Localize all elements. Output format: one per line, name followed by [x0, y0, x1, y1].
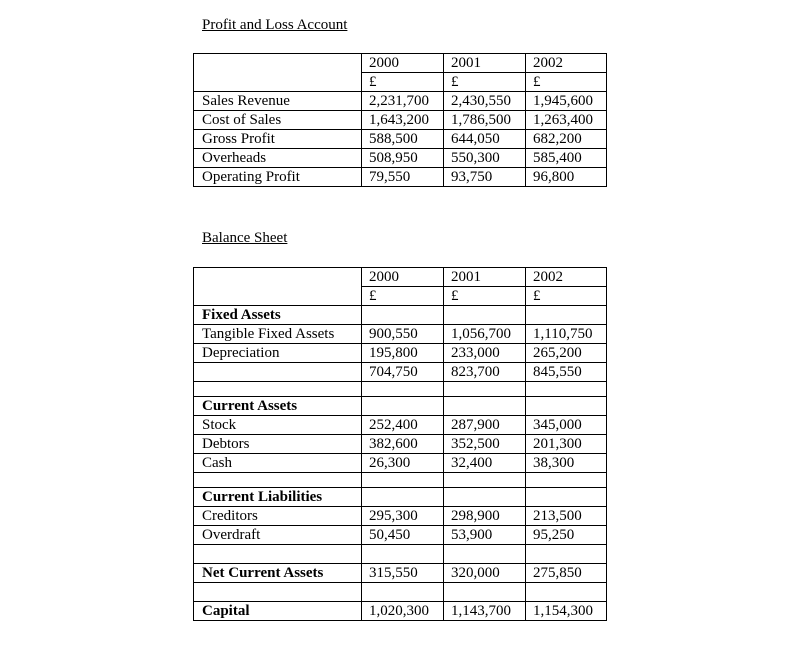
pl-value: 96,800 — [526, 168, 607, 187]
pl-row-overheads — [194, 149, 607, 168]
bs-value: 213,500 — [526, 507, 607, 526]
bs-year-2000: 2000 — [362, 268, 444, 287]
bs-spacer-row — [194, 545, 607, 564]
bs-value: 265,200 — [526, 344, 607, 363]
bs-label: Debtors — [194, 435, 362, 454]
pl-row-sales-revenue — [194, 92, 607, 111]
bs-spacer-row — [194, 382, 607, 397]
bs-section-fixed-assets — [194, 306, 607, 325]
bs-table — [193, 267, 607, 621]
bs-value: 298,900 — [444, 507, 526, 526]
pl-value: 1,643,200 — [362, 111, 444, 130]
bs-label: Creditors — [194, 507, 362, 526]
pl-year-2001: 2001 — [444, 54, 526, 73]
pl-value: 588,500 — [362, 130, 444, 149]
bs-section-current-assets — [194, 397, 607, 416]
pl-value: 682,200 — [526, 130, 607, 149]
pl-value: 550,300 — [444, 149, 526, 168]
bs-section-heading: Current Liabilities — [194, 488, 362, 507]
bs-value: 295,300 — [362, 507, 444, 526]
bs-row-depreciation — [194, 344, 607, 363]
bs-currency-2002: £ — [526, 287, 607, 306]
pl-year-2002: 2002 — [526, 54, 607, 73]
bs-label: Net Current Assets — [194, 564, 362, 583]
bs-value: 382,600 — [362, 435, 444, 454]
pl-value: 508,950 — [362, 149, 444, 168]
bs-year-2002: 2002 — [526, 268, 607, 287]
bs-year-2001: 2001 — [444, 268, 526, 287]
bs-currency-2001: £ — [444, 287, 526, 306]
bs-value: 823,700 — [444, 363, 526, 382]
bs-currency-2000: £ — [362, 287, 444, 306]
pl-value: 1,263,400 — [526, 111, 607, 130]
bs-section-current-liabilities — [194, 488, 607, 507]
bs-row-stock — [194, 416, 607, 435]
bs-value: 1,110,750 — [526, 325, 607, 344]
bs-value: 845,550 — [526, 363, 607, 382]
bs-value: 233,000 — [444, 344, 526, 363]
bs-value: 345,000 — [526, 416, 607, 435]
bs-corner-cell — [194, 268, 362, 306]
bs-label: Depreciation — [194, 344, 362, 363]
pl-row-gross-profit — [194, 130, 607, 149]
bs-row-net-fixed-assets — [194, 363, 607, 382]
pl-value: 2,231,700 — [362, 92, 444, 111]
pl-year-row — [194, 54, 607, 73]
bs-value: 315,550 — [362, 564, 444, 583]
bs-label: Overdraft — [194, 526, 362, 545]
bs-section-heading: Fixed Assets — [194, 306, 362, 325]
pl-value: 2,430,550 — [444, 92, 526, 111]
bs-value: 352,500 — [444, 435, 526, 454]
pl-value: 644,050 — [444, 130, 526, 149]
bs-value: 1,056,700 — [444, 325, 526, 344]
bs-row-capital — [194, 602, 607, 621]
bs-row-net-current-assets — [194, 564, 607, 583]
bs-value: 900,550 — [362, 325, 444, 344]
pl-value: 1,786,500 — [444, 111, 526, 130]
bs-row-tangible-fixed-assets — [194, 325, 607, 344]
pl-value: 585,400 — [526, 149, 607, 168]
bs-label: Cash — [194, 454, 362, 473]
bs-spacer-row — [194, 473, 607, 488]
bs-value: 287,900 — [444, 416, 526, 435]
pl-year-2000: 2000 — [362, 54, 444, 73]
bs-title: Balance Sheet — [202, 230, 288, 246]
bs-value: 201,300 — [526, 435, 607, 454]
pl-row-operating-profit — [194, 168, 607, 187]
pl-value: 93,750 — [444, 168, 526, 187]
pl-value: 1,945,600 — [526, 92, 607, 111]
bs-value: 704,750 — [362, 363, 444, 382]
bs-value: 275,850 — [526, 564, 607, 583]
pl-label: Sales Revenue — [194, 92, 362, 111]
pl-title: Profit and Loss Account — [202, 17, 348, 33]
bs-value: 1,020,300 — [362, 602, 444, 621]
pl-value: 79,550 — [362, 168, 444, 187]
bs-label: Capital — [194, 602, 362, 621]
bs-value: 38,300 — [526, 454, 607, 473]
bs-label: Tangible Fixed Assets — [194, 325, 362, 344]
pl-table — [193, 53, 607, 187]
pl-label: Cost of Sales — [194, 111, 362, 130]
bs-value: 1,143,700 — [444, 602, 526, 621]
bs-value: 252,400 — [362, 416, 444, 435]
bs-value: 53,900 — [444, 526, 526, 545]
bs-label: Stock — [194, 416, 362, 435]
pl-row-cost-of-sales — [194, 111, 607, 130]
bs-value: 195,800 — [362, 344, 444, 363]
bs-row-creditors — [194, 507, 607, 526]
bs-row-overdraft — [194, 526, 607, 545]
bs-row-debtors — [194, 435, 607, 454]
pl-label: Gross Profit — [194, 130, 362, 149]
pl-corner-cell — [194, 54, 362, 92]
bs-value: 320,000 — [444, 564, 526, 583]
bs-value: 95,250 — [526, 526, 607, 545]
bs-spacer-row — [194, 583, 607, 602]
pl-currency-2001: £ — [444, 73, 526, 92]
bs-value: 50,450 — [362, 526, 444, 545]
bs-value: 1,154,300 — [526, 602, 607, 621]
bs-value: 32,400 — [444, 454, 526, 473]
pl-currency-2002: £ — [526, 73, 607, 92]
pl-currency-2000: £ — [362, 73, 444, 92]
pl-label: Operating Profit — [194, 168, 362, 187]
bs-row-cash — [194, 454, 607, 473]
bs-value: 26,300 — [362, 454, 444, 473]
bs-year-row — [194, 268, 607, 287]
bs-section-heading: Current Assets — [194, 397, 362, 416]
pl-label: Overheads — [194, 149, 362, 168]
